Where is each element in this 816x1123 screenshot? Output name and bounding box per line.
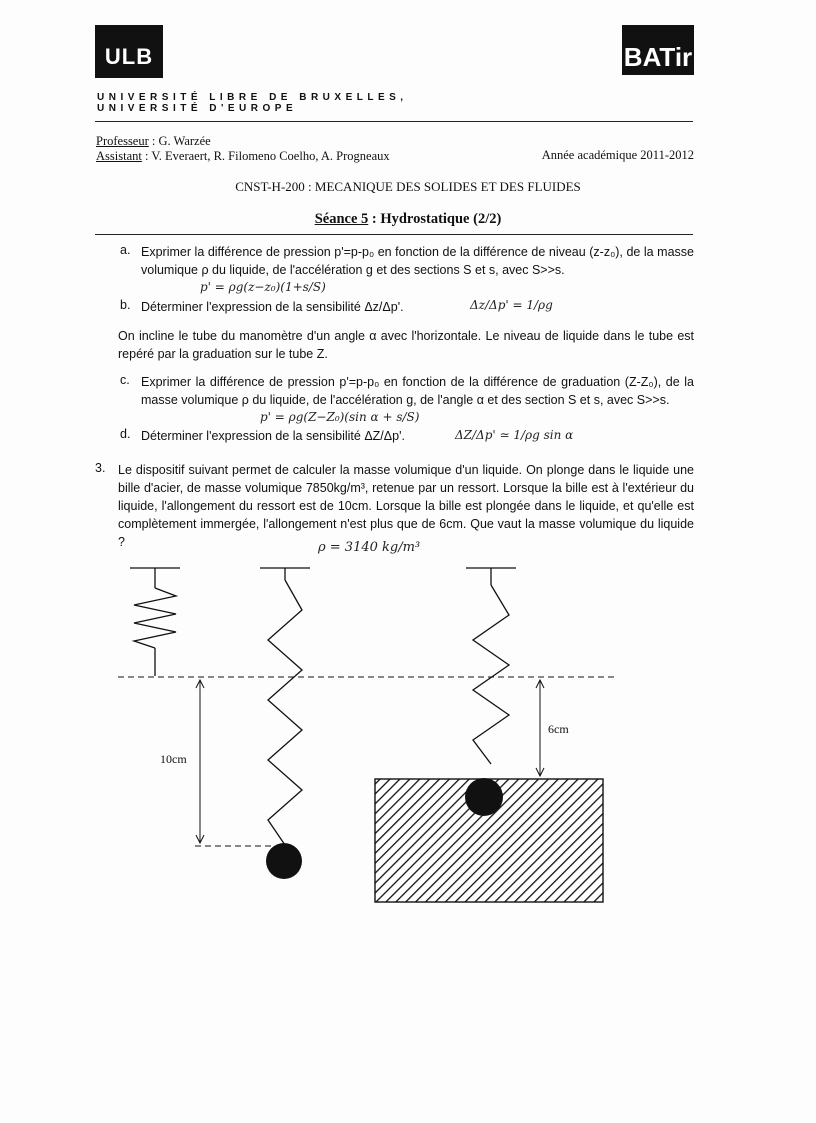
item-b-marker: b.	[120, 298, 131, 312]
steel-ball-immersed	[465, 778, 503, 816]
item-b-handwritten-answer: Δz/Δp' = 1/ρg	[470, 298, 553, 312]
university-line-1: UNIVERSITÉ LIBRE DE BRUXELLES,	[97, 92, 408, 103]
item-c-text: Exprimer la différence de pression p'=p-p₀ en fonction de la différence de graduation (Z-Z₀), de la masse volumique ρ du liquide, de l'accélération g, de l'angle α et des section S et s, avec S>>s.	[141, 375, 694, 407]
spring-with-ball-in-air	[260, 568, 310, 879]
item-d-handwritten-answer: ΔZ/Δp' ≃ 1/ρg sin α	[455, 428, 574, 442]
item-c-handwritten-answer: p' = ρg(Z−Z₀)(sin α + s/S)	[260, 410, 420, 424]
item-d-marker: d.	[120, 427, 131, 441]
course-title: CNST-H-200 : MECANIQUE DES SOLIDES ET DES FLUIDES	[235, 179, 581, 194]
professeur-value: : G. Warzée	[148, 134, 211, 148]
dimension-10cm	[196, 680, 204, 843]
session-label: Séance 5	[314, 211, 369, 227]
item-c-marker: c.	[120, 373, 130, 387]
ulb-logo: ULB	[95, 25, 163, 78]
batir-logo: BATir	[622, 25, 694, 75]
label-10cm: 10cm	[160, 752, 187, 766]
university-line-2: UNIVERSITÉ D'EUROPE	[97, 103, 298, 114]
item-d-text: Déterminer l'expression de la sensibilité ΔZ/Δp'.	[141, 429, 405, 443]
professeur-label: Professeur	[96, 134, 149, 148]
item-a-handwritten-answer: p' = ρg(z−z₀)(1+s/S)	[200, 280, 326, 294]
free-spring	[130, 568, 180, 676]
academic-year: Année académique 2011-2012	[541, 148, 694, 162]
label-6cm: 6cm	[548, 722, 569, 736]
session-topic: : Hydrostatique (2/2)	[368, 211, 502, 227]
question-3-handwritten-answer: ρ = 3140 kg/m³	[318, 540, 421, 555]
spring-with-ball-immersed	[466, 568, 516, 764]
assistant-label: Assistant	[96, 149, 142, 163]
item-a-marker: a.	[120, 243, 131, 257]
steel-ball-in-air	[266, 843, 302, 879]
incline-paragraph: On incline le tube du manomètre d'un angle α avec l'horizontale. Le niveau de liquide dans le tube est repéré par la graduation sur le tube Z.	[118, 329, 694, 361]
item-b-text: Déterminer l'expression de la sensibilité Δz/Δp'.	[141, 300, 404, 314]
assistant-value: : V. Everaert, R. Filomeno Coelho, A. Progneaux	[141, 149, 390, 163]
question-3-marker: 3.	[95, 461, 106, 475]
dimension-6cm	[536, 680, 544, 776]
item-a-text: Exprimer la différence de pression p'=p-p₀ en fonction de la différence de niveau (z-z₀), de la masse volumique ρ du liquide, de l'accélération g et des sections S et s, avec S>>s.	[141, 245, 694, 277]
question-3-text: Le dispositif suivant permet de calculer la masse volumique d'un liquide. On plonge dans le liquide une bille d'acier, de masse volumique 7850kg/m³, retenue par un ressort. Lorsque la bille est à l'extérieur du liquide, l'allongement du ressort est de 10cm. Lorsque la bille est plongée dans le liquide, et qu'elle est complètement immergée, l'allongement n'est plus que de 6cm. Que vaut la masse volumique du liquide ?	[118, 463, 694, 549]
